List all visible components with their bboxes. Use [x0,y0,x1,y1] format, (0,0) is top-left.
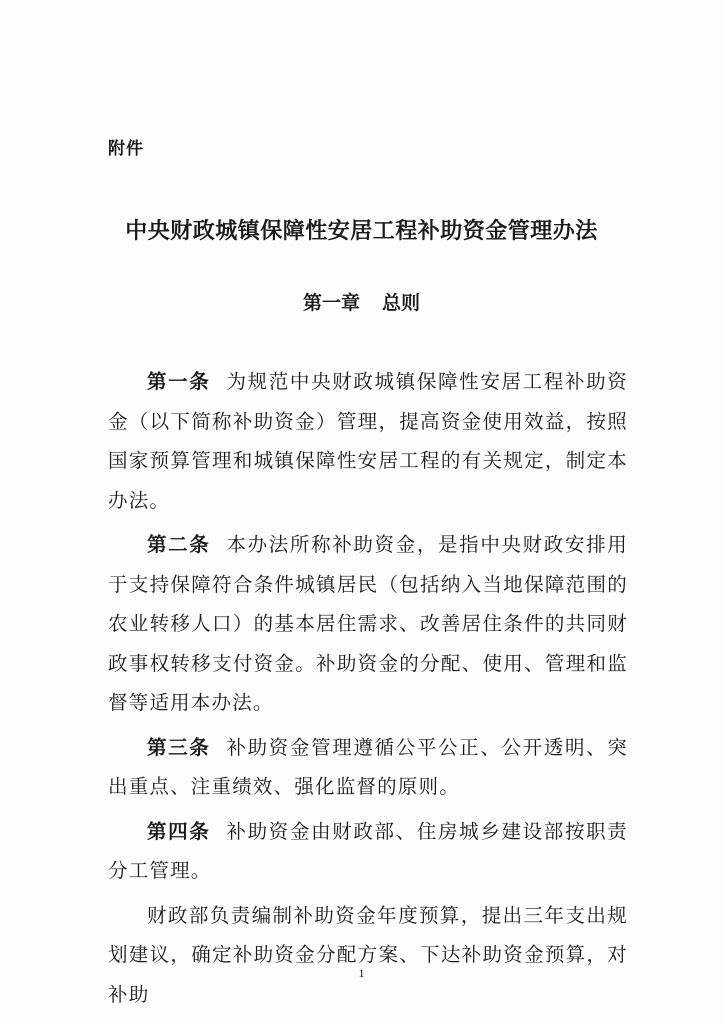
chapter-name: 总则 [382,292,421,314]
article-number: 第三条 [147,735,211,759]
article-paragraph [108,728,628,807]
attachment-label: 附件 [108,139,144,159]
article-number: 第二条 [147,533,211,556]
article-text: 为规范中央财政城镇保障性安居工程补助资金（以下简称补助资金）管理，提高资金使用效益，按照国家预算管理和城镇保障性安居工程的有关规定，制定本办法。 [108,370,628,512]
continuation-paragraph: 财政部负责编制补助资金年度预算，提出三年支出规划建议，确定补助资金分配方案、下达补助资金预算，对补助 [108,903,628,1006]
chapter-heading [0,288,723,315]
page-number: 1 [358,966,365,980]
article-text: 补助资金管理遵循公平公正、公开透明、突出重点、注重绩效、强化监督的原则。 [108,735,628,798]
document-title: 中央财政城镇保障性安居工程补助资金管理办法 [125,219,598,244]
article-paragraph [108,812,628,891]
article-number: 第四条 [147,819,211,843]
article-text: 补助资金由财政部、住房城乡建设部按职责分工管理。 [108,819,628,882]
article-text: 本办法所称补助资金，是指中央财政安排用于支持保障符合条件城镇居民（包括纳入当地保障范围的农业转移人口）的基本居住需求、改善居住条件的共同财政事权转移支付资金。补助资金的分配、使用、管理和监督等适用本办法。 [108,533,628,714]
chapter-number: 第一章 [302,292,360,314]
article-number: 第一条 [147,370,211,393]
article-paragraph [108,525,628,723]
article-paragraph [108,362,628,520]
document-body [108,362,628,1014]
